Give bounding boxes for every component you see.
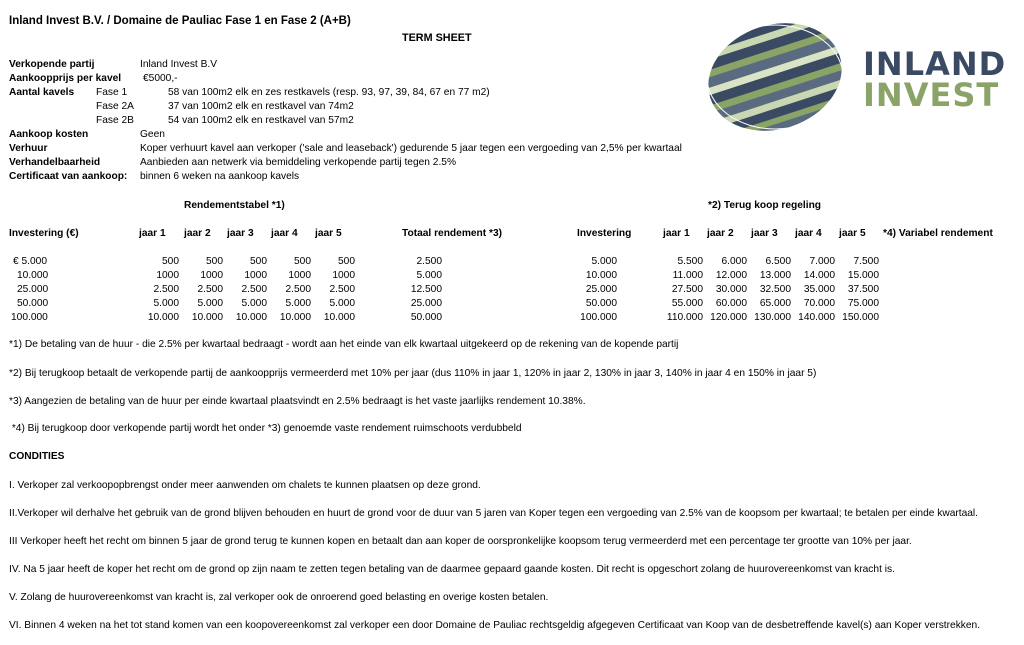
- trade-value: Aanbieden aan netwerk via bemiddeling verkopende partij tegen 2.5%: [140, 157, 457, 168]
- table-cell: 500: [250, 256, 267, 267]
- striped-globe-icon: [703, 20, 853, 134]
- table-cell: 1000: [156, 270, 179, 281]
- table-cell: 500: [294, 256, 311, 267]
- table-cell: 500: [162, 256, 179, 267]
- table-cell: 75.000: [847, 298, 879, 309]
- condition-item: IV. Na 5 jaar heeft de koper het recht om de grond op zijn naam te zetten tegen betaling van de daarmee gepaard gaande kosten. Dit recht is opgeschort zolang de huurovereenkomst van kracht is.: [9, 564, 895, 575]
- term-sheet-heading: TERM SHEET: [402, 32, 472, 44]
- buyback-header-variable: *4) Variabel rendement: [883, 228, 993, 239]
- return-header-total: Totaal rendement *3): [402, 228, 503, 239]
- table-cell: 30.000: [715, 284, 747, 295]
- table-cell: 50.000: [410, 312, 442, 323]
- price-value: €5000,-: [143, 73, 178, 84]
- table-cell: 120.000: [710, 312, 747, 323]
- table-cell: 7.500: [853, 256, 879, 267]
- table-cell: 5.000: [285, 298, 311, 309]
- buyback-header-year-5: jaar 5: [839, 228, 866, 239]
- table-cell: 2.500: [241, 284, 267, 295]
- table-cell: 14.000: [803, 270, 835, 281]
- table-cell: 60.000: [715, 298, 747, 309]
- table-cell: 130.000: [754, 312, 791, 323]
- table-cell: 110.000: [666, 312, 703, 323]
- table-cell: 2.500: [285, 284, 311, 295]
- table-cell: 25.000: [585, 284, 617, 295]
- buyback-table-caption: *2) Terug koop regeling: [708, 200, 822, 211]
- table-cell: 150.000: [842, 312, 879, 323]
- return-header-investment: Investering (€): [9, 228, 79, 239]
- table-cell: 1000: [200, 270, 223, 281]
- logo-text-inland: INLAND: [863, 45, 1007, 83]
- condition-item: V. Zolang de huurovereenkomst van kracht is, zal verkoper ook de onroerend goed belasting en overige kosten betalen.: [9, 592, 549, 603]
- conditions-heading: CONDITIES: [9, 451, 65, 462]
- table-cell: 5.000: [153, 298, 179, 309]
- rental-label: Verhuur: [9, 143, 48, 154]
- lots-label: Aantal kavels: [9, 87, 75, 98]
- table-cell: 25.000: [410, 298, 442, 309]
- table-cell: 1000: [288, 270, 311, 281]
- table-cell: 5.000: [591, 256, 617, 267]
- table-cell: 2.500: [197, 284, 223, 295]
- return-header-year-2: jaar 2: [184, 228, 211, 239]
- condition-item: III Verkoper heeft het recht om binnen 5 jaar de grond terug te kunnen kopen en betaalt dan aan koper de oorspronkelijke koopsom terug vermeerderd met een percentage ter grootte van 10% per jaar.: [9, 536, 912, 547]
- table-cell: 500: [338, 256, 355, 267]
- table-cell: 2.500: [153, 284, 179, 295]
- footnote-4: *4) Bij terugkoop door verkopende partij wordt het onder *3) genoemde vaste rendement ruimschoots verdubbeld: [9, 423, 522, 434]
- table-cell: 13.000: [759, 270, 791, 281]
- document-title: Inland Invest B.V. / Domaine de Pauliac Fase 1 en Fase 2 (A+B): [9, 15, 351, 27]
- table-cell: 25.000: [17, 284, 49, 295]
- table-cell: 65.000: [759, 298, 791, 309]
- footnote-1: *1) De betaling van de huur - die 2.5% per kwartaal bedraagt - wordt aan het einde van elk kwartaal uitgekeerd op de rekening van de kopende partij: [9, 339, 679, 350]
- lots-count-2b: 54 van 100m2 elk en restkavel van 57m2: [168, 115, 354, 126]
- trade-label: Verhandelbaarheid: [9, 157, 101, 168]
- condition-item: VI. Binnen 4 weken na het tot stand komen van een koopovereenkomst zal verkoper een door Domaine de Pauliac rechtsgeldig afgegeven Certificaat van Koop van de desbetreffende kavel(s) aan Koper verstrekken.: [9, 620, 981, 631]
- table-cell: 37.500: [847, 284, 879, 295]
- table-cell: 5.000: [241, 298, 267, 309]
- buyback-header-year-3: jaar 3: [751, 228, 778, 239]
- lots-count-2a: 37 van 100m2 elk en restkavel van 74m2: [168, 101, 354, 112]
- table-cell: 2.500: [416, 256, 442, 267]
- buyback-header-year-2: jaar 2: [707, 228, 734, 239]
- table-cell: 15.000: [847, 270, 879, 281]
- condition-item: I. Verkoper zal verkoopopbrengst onder meer aanwenden om chalets te kunnen plaatsen op deze grond.: [9, 480, 481, 491]
- return-table-caption: Rendementstabel *1): [184, 200, 285, 211]
- return-header-year-5: jaar 5: [315, 228, 342, 239]
- table-cell: 10.000: [585, 270, 617, 281]
- footnote-3: *3) Aangezien de betaling van de huur per einde kwartaal plaatsvindt en 2.5% bedraagt is het vaste jaarlijks rendement 10.38%.: [9, 396, 586, 407]
- table-cell: 10.000: [279, 312, 311, 323]
- table-cell: 100.000: [11, 312, 48, 323]
- table-cell: 12.500: [410, 284, 442, 295]
- table-cell: 7.000: [809, 256, 835, 267]
- table-cell: 10.000: [323, 312, 355, 323]
- table-cell: 6.500: [765, 256, 791, 267]
- return-header-year-3: jaar 3: [227, 228, 254, 239]
- table-cell: 5.500: [677, 256, 703, 267]
- table-cell: 2.500: [329, 284, 355, 295]
- table-cell: 32.500: [759, 284, 791, 295]
- price-label: Aankoopprijs per kavel: [9, 73, 122, 84]
- inland-invest-logo: [703, 20, 1009, 134]
- certificate-label: Certificaat van aankoop:: [9, 171, 128, 182]
- table-cell: 1000: [244, 270, 267, 281]
- table-cell: 10.000: [191, 312, 223, 323]
- table-cell: € 5.000: [13, 256, 47, 267]
- certificate-value: binnen 6 weken na aankoop kavels: [140, 171, 300, 182]
- table-cell: 50.000: [17, 298, 49, 309]
- logo-text-invest: INVEST: [863, 76, 1000, 114]
- table-cell: 10.000: [17, 270, 49, 281]
- seller-label: Verkopende partij: [9, 59, 95, 70]
- buyback-header-year-1: jaar 1: [663, 228, 690, 239]
- table-cell: 5.000: [197, 298, 223, 309]
- table-cell: 500: [206, 256, 223, 267]
- table-cell: 10.000: [147, 312, 179, 323]
- table-cell: 35.000: [803, 284, 835, 295]
- table-cell: 27.500: [671, 284, 703, 295]
- rental-value: Koper verhuurt kavel aan verkoper ('sale and leaseback') gedurende 5 jaar tegen een vergoeding van 2,5% per kwartaal: [140, 143, 682, 154]
- lots-phase-1: Fase 1: [96, 87, 128, 98]
- return-header-year-1: jaar 1: [139, 228, 166, 239]
- table-cell: 1000: [332, 270, 355, 281]
- table-cell: 10.000: [235, 312, 267, 323]
- lots-phase-2b: Fase 2B: [96, 115, 134, 126]
- table-cell: 100.000: [580, 312, 617, 323]
- footnote-2: *2) Bij terugkoop betaalt de verkopende partij de aankoopprijs vermeerderd met 10% per jaar (dus 110% in jaar 1, 120% in jaar 2, 130% in jaar 3, 140% in jaar 4 en 150% in jaar 5): [9, 368, 817, 379]
- table-cell: 50.000: [585, 298, 617, 309]
- return-header-year-4: jaar 4: [271, 228, 298, 239]
- costs-value: Geen: [140, 129, 165, 140]
- table-cell: 140.000: [798, 312, 835, 323]
- lots-count-1: 58 van 100m2 elk en zes restkavels (resp. 93, 97, 39, 84, 67 en 77 m2): [168, 87, 490, 98]
- table-cell: 6.000: [721, 256, 747, 267]
- condition-item: II.Verkoper wil derhalve het gebruik van de grond blijven behouden en huurt de grond voor de duur van 5 jaren van Koper tegen een vergoeding van 2.5% van de koopsom per kwartaal; te betalen per einde kwartaal.: [9, 508, 979, 519]
- table-cell: 70.000: [803, 298, 835, 309]
- lots-phase-2a: Fase 2A: [96, 101, 134, 112]
- buyback-header-year-4: jaar 4: [795, 228, 822, 239]
- table-cell: 5.000: [416, 270, 442, 281]
- table-cell: 12.000: [715, 270, 747, 281]
- buyback-header-investment: Investering: [577, 228, 632, 239]
- seller-value: Inland Invest B.V: [140, 59, 218, 70]
- table-cell: 11.000: [672, 270, 703, 281]
- table-cell: 55.000: [671, 298, 703, 309]
- costs-label: Aankoop kosten: [9, 129, 89, 140]
- table-cell: 5.000: [329, 298, 355, 309]
